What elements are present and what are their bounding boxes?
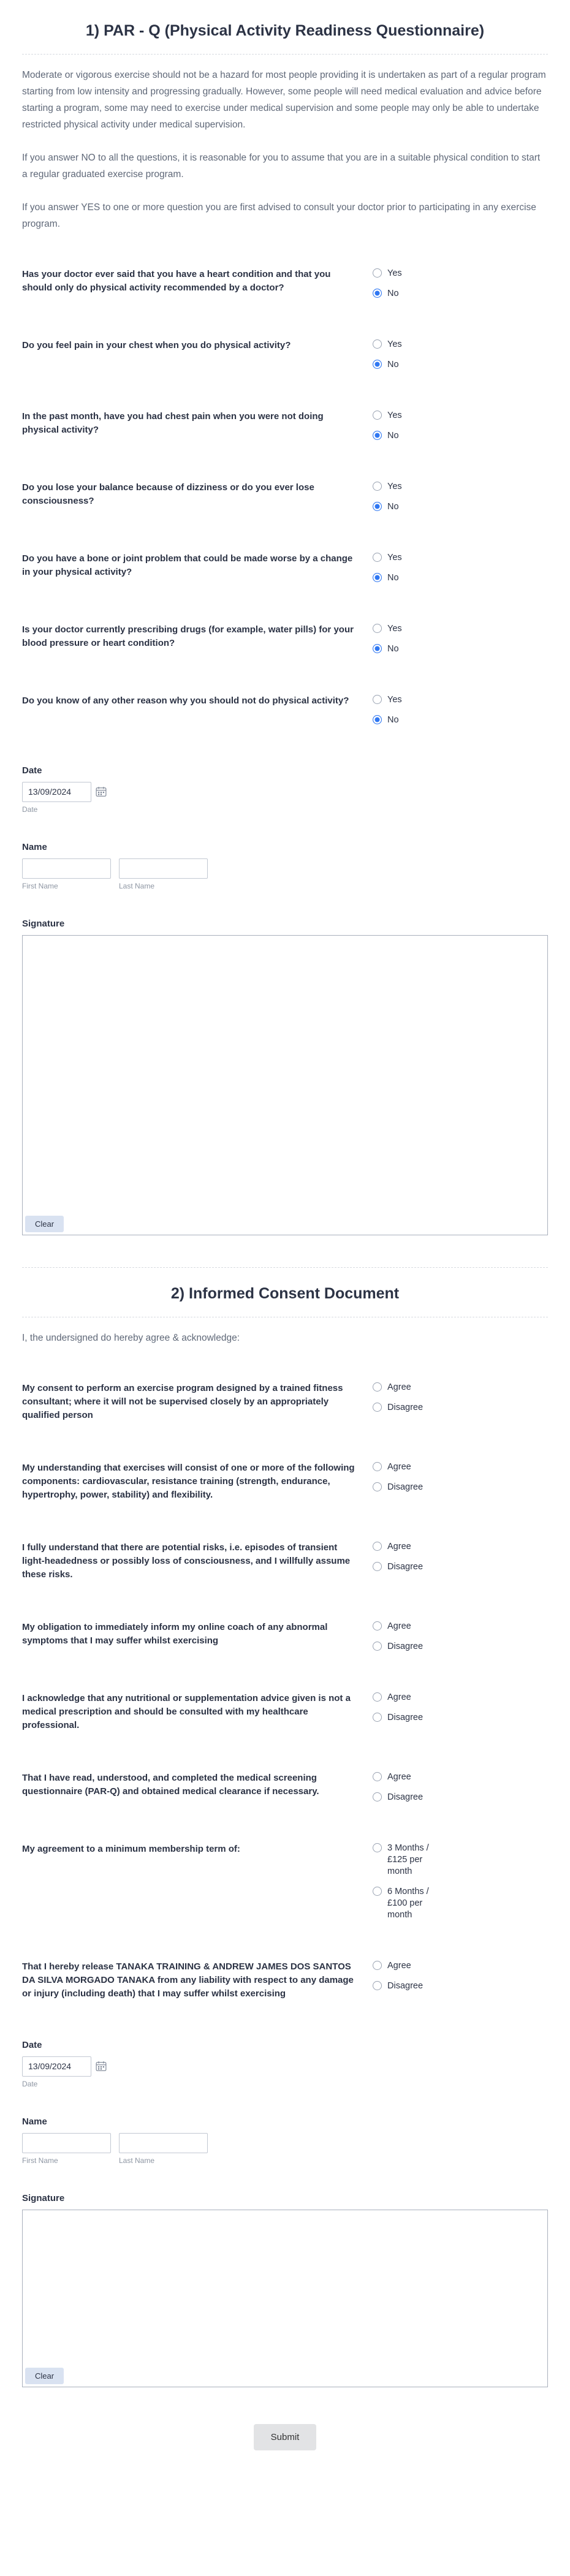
question-row xyxy=(22,1621,548,1653)
question-row xyxy=(22,1461,548,1502)
question-row xyxy=(22,1771,548,1803)
date-field-1 xyxy=(22,765,548,814)
question-label: Is your doctor currently prescribing drugs (for example, water pills) for your blood pressure or heart condition? xyxy=(22,624,354,648)
first-name-input[interactable] xyxy=(22,2133,111,2153)
radio-option-label: 3 Months / £125 per month xyxy=(387,1843,429,1876)
radio-option[interactable] xyxy=(373,1382,548,1393)
radio-group xyxy=(373,1692,548,1732)
question-label: That I have read, understood, and completed the medical screening questionnaire (PAR-Q) and obtained medical clearance if necessary. xyxy=(22,1772,319,1797)
intro-paragraph-1: Moderate or vigorous exercise should not be a hazard for most people providing it is undertaken as part of a regular program starting from low intensity and progressing gradually. However, some people will need medical evaluation and advice before starting a program, some may need to exercise under medical supervision and some people may only be able to undertake restricted physical activity under medical supervision. xyxy=(22,69,546,130)
radio-group xyxy=(373,1771,548,1803)
radio-button-icon[interactable] xyxy=(373,289,382,298)
question-label: My obligation to immediately inform my online coach of any abnormal symptoms that I may suffer whilst exercising xyxy=(22,1621,328,1646)
radio-button-icon[interactable] xyxy=(373,695,382,704)
last-name-sublabel: Last Name xyxy=(119,881,155,890)
radio-button-icon[interactable] xyxy=(373,1462,382,1471)
radio-option-label: No xyxy=(387,501,399,512)
radio-option[interactable] xyxy=(373,430,548,442)
date-sublabel: Date xyxy=(22,805,38,814)
radio-option[interactable] xyxy=(373,572,548,584)
radio-option[interactable] xyxy=(373,1621,548,1632)
radio-option-label: Agree xyxy=(387,1692,411,1702)
radio-option[interactable] xyxy=(373,359,548,371)
radio-option-label: 6 Months / £100 per month xyxy=(387,1886,429,1920)
question-label: I fully understand that there are potential risks, i.e. episodes of transient light-headedness or possibly loss of consciousness, and I willfully assume these risks. xyxy=(22,1542,351,1580)
radio-option-label: Yes xyxy=(387,552,402,563)
radio-option[interactable] xyxy=(373,623,548,635)
radio-button-icon[interactable] xyxy=(373,1887,382,1896)
radio-group xyxy=(373,1461,548,1502)
radio-button-icon[interactable] xyxy=(373,715,382,724)
radio-group xyxy=(373,623,548,655)
radio-option-label: Agree xyxy=(387,1621,411,1631)
radio-option[interactable] xyxy=(373,1843,548,1877)
radio-option-label: Yes xyxy=(387,339,402,349)
radio-group xyxy=(373,552,548,584)
date-field-2 xyxy=(22,2040,548,2088)
radio-option-label: Agree xyxy=(387,1382,411,1392)
radio-option[interactable] xyxy=(373,288,548,300)
question-label: Has your doctor ever said that you have a heart condition and that you should only do physical activity recommended by a doctor? xyxy=(22,268,331,293)
radio-option[interactable] xyxy=(373,1886,548,1921)
signature-pad[interactable] xyxy=(22,2210,548,2387)
radio-option-label: Disagree xyxy=(387,1482,424,1492)
signature-pad[interactable] xyxy=(22,935,548,1235)
radio-button-icon[interactable] xyxy=(373,1621,382,1631)
radio-button-icon[interactable] xyxy=(373,553,382,562)
question-row xyxy=(22,410,548,442)
radio-button-icon[interactable] xyxy=(373,1713,382,1722)
question-row xyxy=(22,1960,548,2001)
signature-label: Signature xyxy=(22,918,65,929)
radio-option-label: Yes xyxy=(387,481,402,491)
radio-group xyxy=(373,1843,548,1921)
intro-paragraph-2: If you answer NO to all the questions, it is reasonable for you to assume that you are in a suitable physical condition to start a regular graduated exercise program. xyxy=(22,152,541,180)
radio-button-icon[interactable] xyxy=(373,360,382,369)
radio-option-label: No xyxy=(387,572,399,583)
date-input[interactable] xyxy=(22,782,91,802)
radio-option-label: No xyxy=(387,430,399,441)
radio-button-icon[interactable] xyxy=(373,1642,382,1651)
radio-button-icon[interactable] xyxy=(373,268,382,278)
name-label: Name xyxy=(22,2116,47,2127)
question-label: My understanding that exercises will consist of one or more of the following components: cardiovascular, resistance training (strength, endurance, hypertrophy, power, stability) and flexibility. xyxy=(22,1462,355,1500)
radio-group xyxy=(373,1621,548,1653)
radio-button-icon[interactable] xyxy=(373,1562,382,1571)
question-row xyxy=(22,339,548,371)
radio-option[interactable] xyxy=(373,481,548,493)
signature-label: Signature xyxy=(22,2192,65,2203)
question-row xyxy=(22,1541,548,1582)
first-name-sublabel: First Name xyxy=(22,2156,58,2165)
question-label: My consent to perform an exercise program designed by a trained fitness consultant; where it will not be supervised closely by an appropriately qualified person xyxy=(22,1382,343,1420)
radio-option[interactable] xyxy=(373,1482,548,1493)
question-row xyxy=(22,1692,548,1732)
section1-title: 1) PAR - Q (Physical Activity Readiness Questionnaire) xyxy=(85,22,485,39)
radio-button-icon[interactable] xyxy=(373,1772,382,1781)
radio-button-icon[interactable] xyxy=(373,573,382,582)
radio-button-icon[interactable] xyxy=(373,1382,382,1392)
name-field-2 xyxy=(22,2116,548,2165)
calendar-icon[interactable] xyxy=(96,2061,107,2072)
radio-option-label: Yes xyxy=(387,694,402,705)
radio-option[interactable] xyxy=(373,1692,548,1703)
radio-option[interactable] xyxy=(373,501,548,513)
question-row xyxy=(22,481,548,513)
radio-option-label: No xyxy=(387,288,399,298)
radio-group xyxy=(373,1382,548,1422)
radio-option-label: No xyxy=(387,359,399,369)
question-label: Do you know of any other reason why you should not do physical activity? xyxy=(22,695,349,706)
radio-option-label: Disagree xyxy=(387,1561,424,1572)
radio-option[interactable] xyxy=(373,1712,548,1724)
question-row xyxy=(22,552,548,584)
question-label: Do you lose your balance because of dizziness or do you ever lose consciousness? xyxy=(22,482,314,506)
radio-option-label: Yes xyxy=(387,410,402,420)
signature-clear-button[interactable]: Clear xyxy=(25,1216,64,1232)
date-label: Date xyxy=(22,765,42,776)
divider xyxy=(22,54,548,55)
radio-button-icon[interactable] xyxy=(373,1403,382,1412)
radio-group xyxy=(373,694,548,726)
last-name-input[interactable] xyxy=(119,858,208,879)
divider xyxy=(22,1267,548,1268)
radio-option[interactable] xyxy=(373,1541,548,1553)
radio-option[interactable] xyxy=(373,1402,548,1414)
radio-group xyxy=(373,410,548,442)
radio-option[interactable] xyxy=(373,643,548,655)
radio-option[interactable] xyxy=(373,1771,548,1783)
radio-option-label: Disagree xyxy=(387,1641,424,1651)
radio-button-icon[interactable] xyxy=(373,1961,382,1970)
radio-option[interactable] xyxy=(373,1461,548,1473)
question-row xyxy=(22,694,548,726)
question-label: My agreement to a minimum membership term of: xyxy=(22,1843,240,1854)
question-label: Do you have a bone or joint problem that could be made worse by a change in your physical activity? xyxy=(22,553,353,577)
radio-group xyxy=(373,268,548,300)
radio-button-icon[interactable] xyxy=(373,1482,382,1491)
radio-option-label: Agree xyxy=(387,1771,411,1782)
last-name-input[interactable] xyxy=(119,2133,208,2153)
signature-field-1 xyxy=(22,919,548,1235)
radio-option-label: Disagree xyxy=(387,1980,424,1991)
section1-questions xyxy=(22,268,548,726)
question-row xyxy=(22,623,548,655)
consent-intro: I, the undersigned do hereby agree & acknowledge: xyxy=(22,1332,240,1343)
radio-button-icon[interactable] xyxy=(373,339,382,349)
question-label: In the past month, have you had chest pain when you were not doing physical activity? xyxy=(22,411,324,435)
signature-field-2 xyxy=(22,2193,548,2387)
radio-option[interactable] xyxy=(373,714,548,726)
radio-option-label: Agree xyxy=(387,1461,411,1472)
question-label: Do you feel pain in your chest when you do physical activity? xyxy=(22,339,291,350)
signature-clear-button[interactable]: Clear xyxy=(25,2368,64,2384)
radio-option[interactable] xyxy=(373,410,548,422)
date-sublabel: Date xyxy=(22,2079,38,2088)
radio-option[interactable] xyxy=(373,1980,548,1992)
last-name-sublabel: Last Name xyxy=(119,2156,155,2165)
radio-group xyxy=(373,339,548,371)
radio-option[interactable] xyxy=(373,1960,548,1972)
radio-button-icon[interactable] xyxy=(373,624,382,633)
radio-option[interactable] xyxy=(373,694,548,706)
radio-button-icon[interactable] xyxy=(373,644,382,653)
question-row xyxy=(22,1382,548,1422)
radio-option-label: Agree xyxy=(387,1541,411,1551)
name-label: Name xyxy=(22,841,47,852)
radio-option-label: Agree xyxy=(387,1960,411,1971)
radio-option[interactable] xyxy=(373,552,548,564)
calendar-icon[interactable] xyxy=(96,786,107,797)
radio-button-icon[interactable] xyxy=(373,1692,382,1702)
radio-button-icon[interactable] xyxy=(373,1792,382,1801)
radio-option[interactable] xyxy=(373,1641,548,1653)
radio-group xyxy=(373,1960,548,2001)
date-label: Date xyxy=(22,2039,42,2050)
radio-button-icon[interactable] xyxy=(373,502,382,511)
radio-option[interactable] xyxy=(373,1561,548,1573)
radio-option-label: Disagree xyxy=(387,1712,424,1722)
name-field-1 xyxy=(22,842,548,890)
radio-option-label: No xyxy=(387,643,399,654)
radio-option[interactable] xyxy=(373,268,548,279)
question-row xyxy=(22,1843,548,1921)
question-label: That I hereby release TANAKA TRAINING & ANDREW JAMES DOS SANTOS DA SILVA MORGADO TANAKA from any liability with respect to any damage or injury (including death) that I may suffer whilst exercising xyxy=(22,1961,354,1999)
first-name-sublabel: First Name xyxy=(22,881,58,890)
radio-button-icon[interactable] xyxy=(373,1843,382,1852)
question-row xyxy=(22,268,548,300)
radio-button-icon[interactable] xyxy=(373,411,382,420)
radio-group xyxy=(373,1541,548,1582)
radio-option[interactable] xyxy=(373,339,548,350)
radio-option-label: No xyxy=(387,714,399,725)
radio-option-label: Yes xyxy=(387,623,402,634)
section2-title: 2) Informed Consent Document xyxy=(170,1284,400,1302)
submit-button[interactable]: Submit xyxy=(254,2424,317,2450)
radio-option-label: Yes xyxy=(387,268,402,278)
radio-button-icon[interactable] xyxy=(373,1981,382,1990)
radio-option-label: Disagree xyxy=(387,1402,424,1412)
radio-option-label: Disagree xyxy=(387,1792,424,1802)
question-label: I acknowledge that any nutritional or supplementation advice given is not a medical prescription and should be consulted with my healthcare professional. xyxy=(22,1692,351,1730)
section2-questions xyxy=(22,1382,548,2001)
radio-option[interactable] xyxy=(373,1792,548,1803)
date-input[interactable] xyxy=(22,2056,91,2077)
radio-group xyxy=(373,481,548,513)
radio-button-icon[interactable] xyxy=(373,1542,382,1551)
first-name-input[interactable] xyxy=(22,858,111,879)
radio-button-icon[interactable] xyxy=(373,431,382,440)
intro-paragraph-3: If you answer YES to one or more question you are first advised to consult your doctor prior to participating in any exercise program. xyxy=(22,202,536,229)
radio-button-icon[interactable] xyxy=(373,482,382,491)
